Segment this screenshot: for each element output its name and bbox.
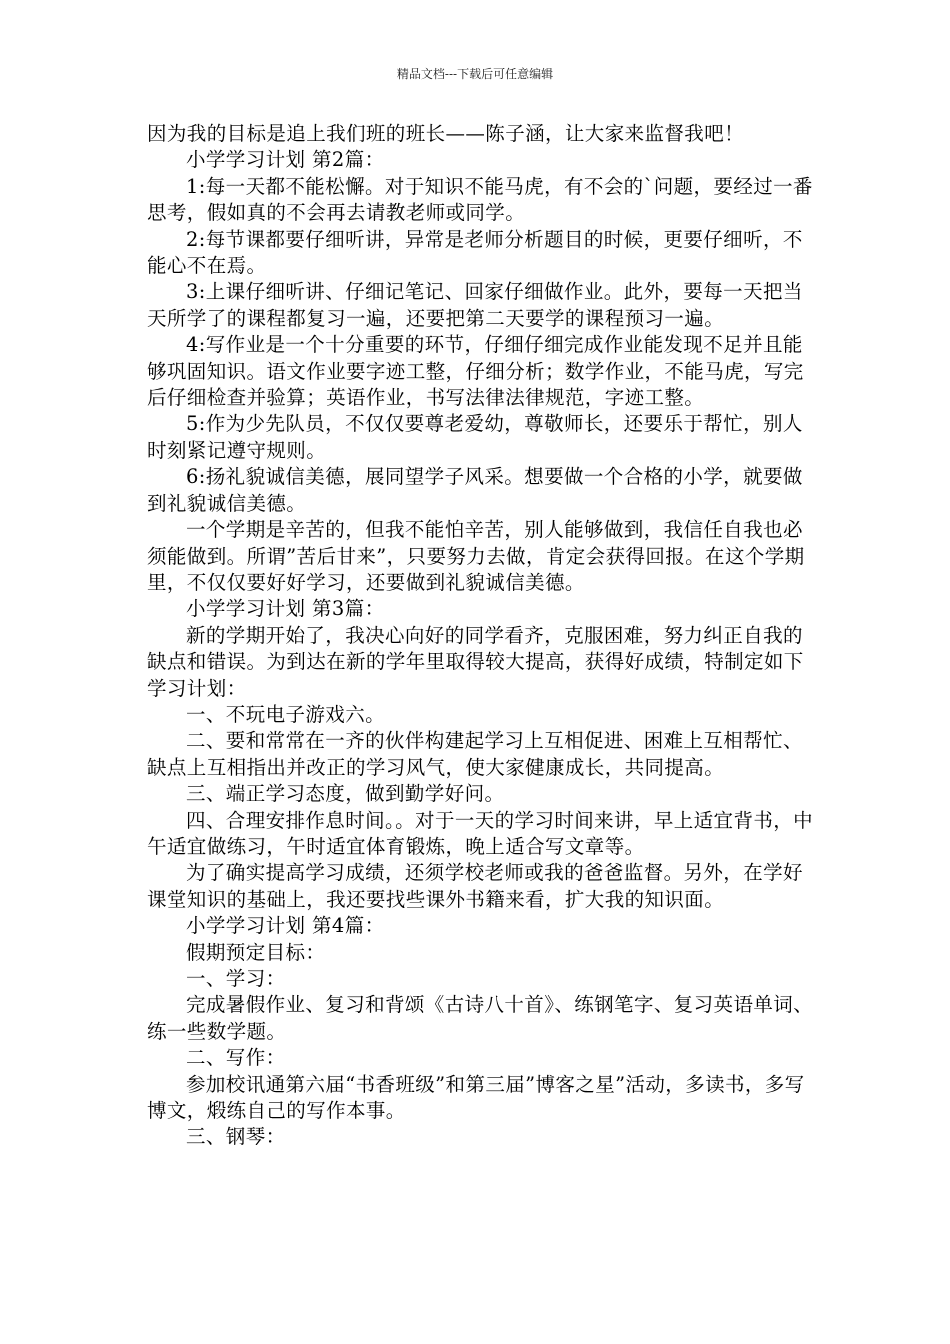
paragraph: 一个学期是辛苦的，但我不能怕辛苦，别人能够做到，我信任自我也必须能做到。所谓”苦后甘来”，只要努力去做，肯定会获得回报。在这个学期里，不仅仅要好好学习，还要做到礼貌诚信美德。 bbox=[147, 518, 805, 594]
paragraph: 四、合理安排作息时间。。对于一天的学习时间来讲，早上适宜背书，中午适宜做练习，午时适宜体育锻炼，晚上适合写文章等。 bbox=[147, 808, 814, 858]
paragraph: 6:扬礼貌诚信美德，展同望学子风采。想要做一个合格的小学，就要做到礼貌诚信美德。 bbox=[147, 465, 803, 515]
paragraph: 4:写作业是一个十分重要的环节，仔细仔细完成作业能发现不足并且能够巩固知识。语文作业要字迹工整，仔细分析；数学作业，不能马虎，写完后仔细检查并验算；英语作业，书写法律法律规范，字迹工整。 bbox=[147, 333, 804, 410]
paragraph: 假期预定目标： bbox=[186, 940, 326, 964]
paragraph: 一、不玩电子游戏六。 bbox=[186, 702, 386, 726]
paragraph: 5:作为少先队员，不仅仅要尊老爱幼，尊敬师长，还要乐于帮忙，别人时刻紧记遵守规则。 bbox=[147, 412, 803, 462]
document-body bbox=[147, 121, 817, 1151]
paragraph: 为了确实提高学习成绩，还须学校老师或我的爸爸监督。另外，在学好课堂知识的基础上，我还要找些课外书籍来看，扩大我的知识面。 bbox=[147, 861, 803, 911]
section-heading: 小学学习计划 第2篇： bbox=[186, 148, 385, 172]
paragraph: 二、要和常常在一齐的伙伴构建起学习上互相促进、困难上互相帮忙、缺点上互相指出并改正的学习风气，使大家健康成长，共同提高。 bbox=[147, 729, 803, 779]
paragraph: 三、钢琴： bbox=[186, 1125, 286, 1149]
paragraph: 因为我的目标是追上我们班的班长——陈子涵，让大家来监督我吧！ bbox=[147, 122, 745, 145]
section-heading: 小学学习计划 第4篇： bbox=[186, 914, 385, 938]
paragraph: 2:每节课都要仔细听讲，异常是老师分析题目的时候，更要仔细听，不能心不在焉。 bbox=[147, 227, 803, 278]
paragraph: 二、写作： bbox=[186, 1046, 286, 1070]
paragraph: 新的学期开始了，我决心向好的同学看齐，克服困难，努力纠正自我的缺点和错误。为到达在新的学年里取得较大提高，获得好成绩，特制定如下学习计划： bbox=[147, 623, 804, 700]
section-heading: 小学学习计划 第3篇： bbox=[186, 597, 385, 621]
paragraph: 完成暑假作业、复习和背颂《古诗八十首》、练钢笔字、复习英语单词、练一些数学题。 bbox=[147, 993, 814, 1043]
paragraph: 三、端正学习态度，做到勤学好问。 bbox=[186, 782, 505, 806]
page-header: 精品文档---下载后可任意编辑 bbox=[396, 67, 554, 81]
paragraph: 一、学习： bbox=[186, 967, 286, 990]
paragraph: 1:每一天都不能松懈。对于知识不能马虎，有不会的`问题，要经过一番思考，假如真的不会再去请教老师或同学。 bbox=[147, 174, 813, 225]
paragraph: 参加校讯通第六届“书香班级”和第三届”博客之星”活动，多读书，多写博文，煅练自己的写作本事。 bbox=[147, 1072, 805, 1123]
paragraph: 3:上课仔细听讲、仔细记笔记、回家仔细做作业。此外，要每一天把当天所学了的课程都复习一遍，还要把第二天要学的课程预习一遍。 bbox=[147, 280, 803, 330]
